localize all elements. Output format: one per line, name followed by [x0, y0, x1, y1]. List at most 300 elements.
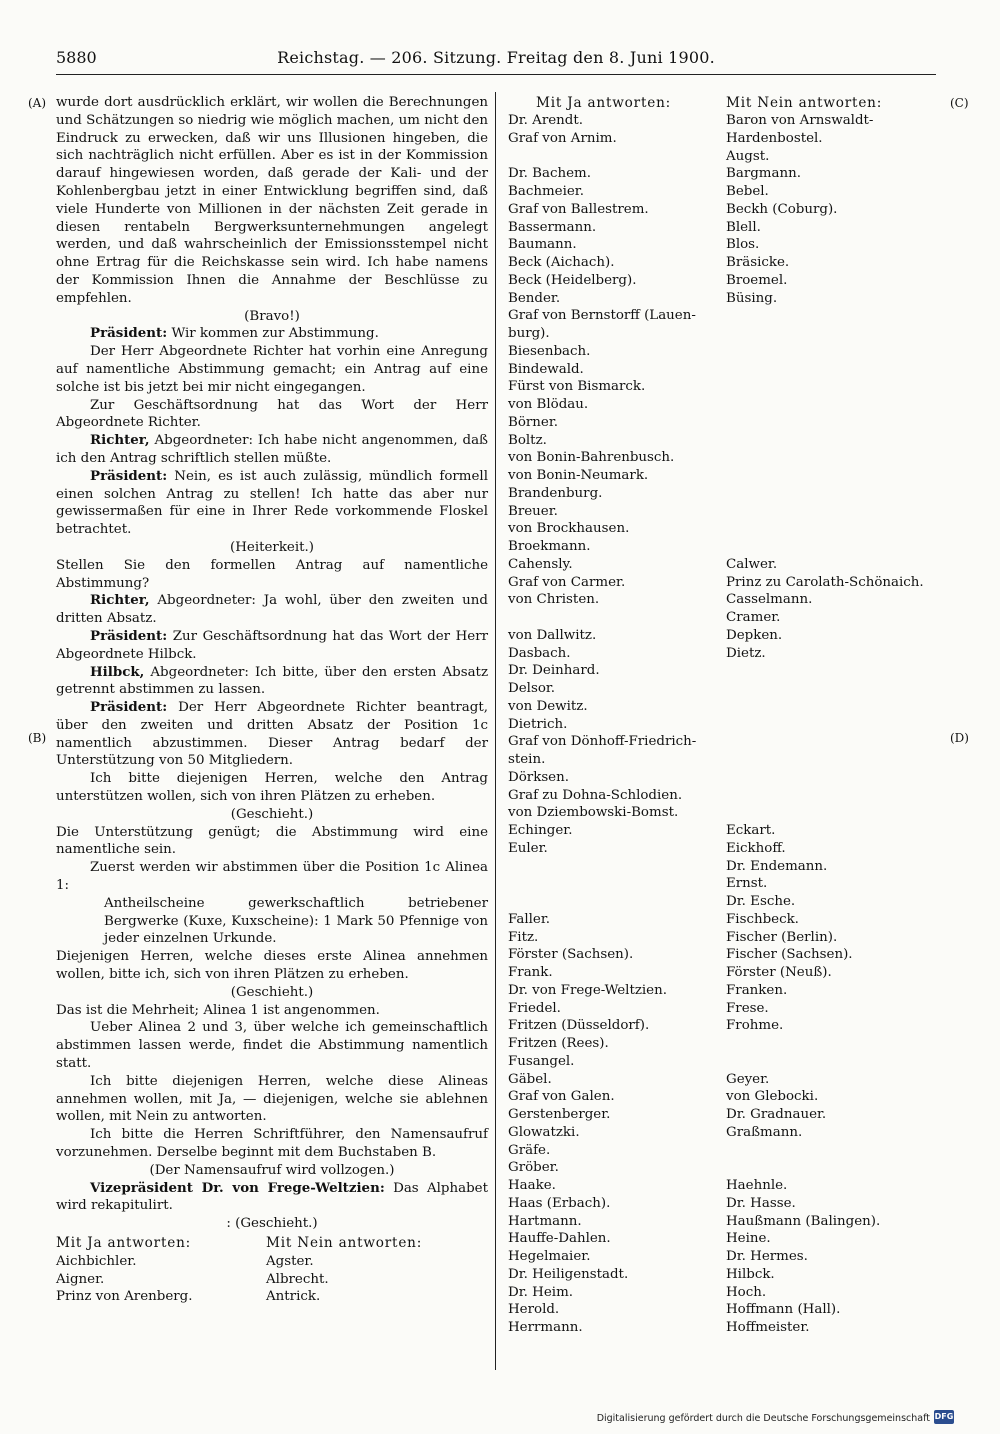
- nein-name: Dr. Hasse.: [726, 1195, 796, 1211]
- paragraph-text: Nein, es ist auch zulässig, mündlich formell einen solchen Antrag zu stellen! Ich hatte das aber nur gewissermaßen für eine in Ihrer Rede vorkommende Floskel betrachtet.: [56, 468, 488, 538]
- vote-row: [508, 1213, 940, 1231]
- nein-name: Ernst.: [726, 876, 768, 892]
- paragraph: [56, 806, 488, 824]
- ja-name: Förster (Sachsen).: [508, 947, 634, 963]
- paragraph-text: : (Geschieht.): [226, 1216, 318, 1232]
- vote-row: [508, 858, 940, 876]
- nein-name: Fischer (Berlin).: [726, 929, 838, 945]
- ja-name: von Dallwitz.: [508, 627, 597, 643]
- nein-name: [726, 414, 940, 432]
- vote-row: [508, 449, 940, 467]
- nein-name: Hilbck.: [726, 1266, 775, 1282]
- paragraph: [56, 308, 488, 326]
- nein-name: [726, 769, 940, 787]
- vote-row: [508, 609, 940, 627]
- vote-row: [508, 1248, 940, 1266]
- nein-name: Cramer.: [726, 610, 781, 625]
- vote-row: [508, 769, 940, 787]
- paragraph: [56, 895, 488, 948]
- nein-name: Baron von Arnswaldt-: [726, 113, 874, 128]
- nein-header: Mit Nein antworten:: [726, 95, 883, 111]
- nein-name: Graßmann.: [726, 1124, 803, 1140]
- vote-row: [508, 1319, 940, 1337]
- vote-row: [508, 1230, 940, 1248]
- paragraph: [56, 343, 488, 396]
- ja-name: Bindewald.: [508, 361, 584, 377]
- vote-row: [508, 1053, 940, 1071]
- paragraph: [56, 539, 488, 557]
- nein-name: [726, 1142, 940, 1160]
- ja-name: von Bonin-Bahrenbusch.: [508, 450, 675, 466]
- nein-name: Agster.: [266, 1253, 314, 1269]
- vote-row: [508, 893, 940, 911]
- ja-name: Faller.: [508, 911, 551, 927]
- vote-header: [508, 94, 940, 112]
- vote-row: [508, 503, 940, 521]
- vote-row: [508, 236, 940, 254]
- vote-row: [56, 1288, 476, 1306]
- ja-name: Breuer.: [508, 503, 558, 519]
- vote-row: [508, 254, 940, 272]
- ja-name: Herold.: [508, 1302, 560, 1318]
- nein-name: Calwer.: [726, 556, 778, 572]
- nein-name: Frese.: [726, 1000, 769, 1016]
- vote-row: [508, 1124, 940, 1142]
- paragraph: [56, 94, 488, 308]
- ja-name: Fitz.: [508, 929, 539, 945]
- vote-row: [508, 804, 940, 822]
- vote-row: [508, 485, 940, 503]
- nein-name: Hoffmeister.: [726, 1320, 810, 1335]
- vote-row: [508, 165, 940, 183]
- paragraph: [56, 432, 488, 468]
- nein-name: [726, 1159, 940, 1177]
- vote-row: [508, 1106, 940, 1124]
- ja-name: [508, 858, 726, 876]
- nein-name: [726, 733, 940, 751]
- nein-name: Dietz.: [726, 645, 766, 661]
- ja-name: Graf von Ballestrem.: [508, 201, 649, 217]
- ja-name: Fusangel.: [508, 1053, 575, 1069]
- vote-row: [508, 822, 940, 840]
- ja-name: Graf von Carmer.: [508, 574, 626, 590]
- nein-name: Broemel.: [726, 272, 788, 288]
- ja-name: Delsor.: [508, 681, 556, 696]
- debate-text: [56, 94, 488, 1233]
- vote-row: [508, 130, 940, 148]
- nein-name: Büsing.: [726, 290, 778, 306]
- speaker-name: Präsident:: [90, 467, 168, 484]
- vote-row: [508, 1142, 940, 1160]
- nein-name: [726, 343, 940, 361]
- nein-name: [726, 449, 940, 467]
- nein-name: Bargmann.: [726, 166, 801, 182]
- vote-row: [508, 361, 940, 379]
- paragraph-text: Zur Geschäftsordnung hat das Wort der Herr Abgeordnete Richter.: [56, 397, 488, 431]
- ja-name: Graf von Arnim.: [508, 130, 617, 146]
- ja-name: von Christen.: [508, 592, 600, 608]
- ja-name: Bachmeier.: [508, 184, 584, 199]
- paragraph: [56, 1002, 488, 1020]
- ja-name: Hartmann.: [508, 1213, 582, 1229]
- nein-name: [726, 804, 940, 822]
- vote-row: [508, 1301, 940, 1319]
- ja-name: Dr. Arendt.: [508, 113, 584, 128]
- speaker-name: Hilbck,: [90, 663, 145, 680]
- paragraph: [56, 948, 488, 984]
- nein-name: [726, 698, 940, 716]
- ja-name: Biesenbach.: [508, 343, 591, 359]
- ja-name: von Blödau.: [508, 397, 589, 412]
- vote-row: [508, 946, 940, 964]
- speaker-name: Richter,: [90, 432, 150, 449]
- ja-name: Dr. Heim.: [508, 1284, 574, 1300]
- nein-name: Augst.: [726, 148, 770, 164]
- nein-name: Depken.: [726, 627, 783, 643]
- nein-name: Blos.: [726, 237, 760, 253]
- speaker-name: Präsident:: [90, 699, 168, 716]
- nein-name: [726, 716, 940, 734]
- nein-name: Hoffmann (Hall).: [726, 1302, 841, 1318]
- paragraph-text: Ich bitte diejenigen Herren, welche den Antrag unterstützen wollen, sich von ihren Plätzen zu erheben.: [56, 771, 488, 805]
- paragraph-text: Zur Geschäftsordnung hat das Wort der Herr Abgeordnete Hilbck.: [56, 628, 488, 662]
- vote-row: [508, 538, 940, 556]
- paragraph: [56, 859, 488, 895]
- ja-name: Graf von Galen.: [508, 1089, 615, 1105]
- nein-name: [726, 787, 940, 805]
- vote-row: [508, 982, 940, 1000]
- running-title: Reichstag. — 206. Sitzung. Freitag den 8. Juni 1900.: [277, 48, 715, 67]
- ja-name: Brandenburg.: [508, 485, 603, 501]
- paragraph-text: (Heiterkeit.): [230, 539, 314, 555]
- vote-row: [508, 698, 940, 716]
- ja-name: Dr. Bachem.: [508, 166, 592, 182]
- nein-name: Dr. Gradnauer.: [726, 1107, 827, 1122]
- ja-name: Hegelmaier.: [508, 1249, 591, 1264]
- nein-name: Bräsicke.: [726, 255, 790, 270]
- vote-row: [508, 591, 940, 609]
- paragraph-text: Zuerst werden wir abstimmen über die Position 1c Alinea 1:: [56, 860, 488, 894]
- vote-row: [508, 325, 940, 343]
- paragraph-text: Das ist die Mehrheit; Alinea 1 ist angenommen.: [56, 1002, 380, 1018]
- ja-name: Beck (Heidelberg).: [508, 272, 637, 288]
- vote-row: [508, 964, 940, 982]
- nein-name: Haehnle.: [726, 1178, 788, 1193]
- ja-name: Graf von Dönhoff-Friedrich-: [508, 734, 697, 750]
- vote-row: [508, 680, 940, 698]
- nein-name: Albrecht.: [266, 1271, 329, 1287]
- ja-name: Aigner.: [56, 1271, 105, 1287]
- nein-name: Franken.: [726, 982, 788, 998]
- paragraph-text: Der Herr Abgeordnete Richter beantragt, über den zweiten und dritten Absatz der Position 1c namentlich abzustimmen. Dieser Antrag bedarf der Unterstützung von 50 Mitgliedern.: [56, 700, 488, 769]
- paragraph-text: Antheilscheine gewerkschaftlich betriebener Bergwerke (Kuxe, Kuxscheine): 1 Mark 50 Pfennige von jeder einzelnen Urkunde.: [104, 895, 488, 947]
- ja-name: stein.: [508, 752, 546, 767]
- nein-name: [726, 1053, 940, 1071]
- digitization-credit: Digitalisierung gefördert durch die Deutsche Forschungsgemeinschaft: [596, 1413, 930, 1424]
- ja-name: Baumann.: [508, 237, 577, 253]
- vote-list-left: [56, 1235, 476, 1306]
- paragraph: [56, 824, 488, 860]
- vote-row: [508, 148, 940, 166]
- vote-row: [508, 1195, 940, 1213]
- paragraph: [56, 1162, 488, 1180]
- nein-name: Beckh (Coburg).: [726, 201, 838, 217]
- ja-name: Dr. von Frege-Weltzien.: [508, 982, 667, 998]
- ja-name: Fritzen (Rees).: [508, 1036, 609, 1051]
- ja-name: [508, 875, 726, 893]
- ja-header: Mit Ja antworten:: [56, 1235, 192, 1251]
- vote-row: [508, 787, 940, 805]
- nein-name: [726, 361, 940, 379]
- nein-name: Blell.: [726, 219, 761, 235]
- ja-name: Friedel.: [508, 1000, 561, 1016]
- ja-name: [508, 148, 726, 166]
- paragraph-text: Diejenigen Herren, welche dieses erste Alinea annehmen wollen, bitte ich, sich von ihren Plätzen zu erheben.: [56, 949, 488, 983]
- paragraph-text: (Bravo!): [244, 308, 300, 324]
- nein-name: Fischer (Sachsen).: [726, 947, 853, 963]
- paragraph-text: Abgeordneter: Ja wohl, über den zweiten und dritten Absatz.: [56, 593, 488, 627]
- ja-name: Fürst von Bismarck.: [508, 379, 646, 395]
- page-number: 5880: [56, 48, 97, 67]
- vote-row: [508, 219, 940, 237]
- paragraph: [56, 664, 488, 700]
- vote-row: [508, 112, 940, 130]
- nein-name: [726, 396, 940, 414]
- left-column: [56, 94, 488, 1306]
- vote-row: [508, 1284, 940, 1302]
- ja-name: Gäbel.: [508, 1071, 552, 1087]
- nein-name: [726, 325, 940, 343]
- nein-name: Fischbeck.: [726, 911, 799, 927]
- margin-mark-a: (A): [28, 96, 47, 110]
- vote-row: [508, 574, 940, 592]
- nein-name: Eckart.: [726, 823, 776, 838]
- vote-row: [508, 645, 940, 663]
- nein-name: Eickhoff.: [726, 840, 786, 856]
- vote-row: [508, 1071, 940, 1089]
- paragraph-text: Ich bitte diejenigen Herren, welche diese Alineas annehmen wollen, mit Ja, — diejenigen, welche sie ablehnen wollen, mit Nein zu antworten.: [56, 1073, 488, 1125]
- paragraph-text: Ich bitte die Herren Schriftführer, den Namensaufruf vorzunehmen. Derselbe beginnt mit dem Buchstaben B.: [56, 1127, 488, 1161]
- vote-row: [508, 343, 940, 361]
- vote-row: [508, 201, 940, 219]
- paragraph: [56, 592, 488, 628]
- vote-row: [508, 662, 940, 680]
- vote-rows: [508, 112, 940, 1337]
- vote-row: [508, 1159, 940, 1177]
- ja-name: von Brockhausen.: [508, 521, 630, 537]
- vote-row: [508, 378, 940, 396]
- ja-name: Glowatzki.: [508, 1124, 580, 1140]
- nein-name: [726, 751, 940, 769]
- paragraph-text: Ueber Alinea 2 und 3, über welche ich gemeinschaftlich abstimmen lassen werde, findet die Abstimmung namentlich statt.: [56, 1020, 488, 1072]
- speaker-name: Präsident:: [90, 325, 168, 342]
- ja-name: Echinger.: [508, 823, 573, 838]
- vote-row: [508, 733, 940, 751]
- right-column: [508, 94, 940, 1337]
- column-divider: [495, 92, 497, 1370]
- ja-name: Graf von Bernstorff (Lauen-: [508, 308, 696, 324]
- ja-name: Dr. Deinhard.: [508, 663, 600, 679]
- vote-header: [56, 1235, 476, 1253]
- paragraph-text: Abgeordneter: Ich habe nicht angenommen, daß ich den Antrag schriftlich stellen müßte.: [56, 433, 488, 466]
- vote-row: [508, 1088, 940, 1106]
- vote-row: [508, 467, 940, 485]
- paragraph-text: (Geschieht.): [230, 806, 314, 822]
- vote-row: [508, 414, 940, 432]
- nein-name: Heine.: [726, 1231, 771, 1247]
- vote-row: [508, 520, 940, 538]
- nein-name: Hardenbostel.: [726, 130, 823, 146]
- vote-row: [508, 396, 940, 414]
- nein-name: [726, 378, 940, 396]
- vote-row: [508, 875, 940, 893]
- ja-name: Haake.: [508, 1178, 556, 1193]
- nein-name: [726, 680, 940, 698]
- vote-row: [508, 556, 940, 574]
- nein-name: Bebel.: [726, 184, 769, 199]
- vote-row: [508, 183, 940, 201]
- paragraph-text: Die Unterstützung genügt; die Abstimmung wird eine namentliche sein.: [56, 824, 488, 858]
- vote-row: [508, 716, 940, 734]
- paragraph-text: (Geschieht.): [230, 984, 314, 1000]
- page-header: [56, 46, 936, 75]
- nein-name: [726, 538, 940, 556]
- nein-name: von Glebocki.: [726, 1089, 819, 1105]
- ja-name: Aichbichler.: [56, 1253, 137, 1269]
- vote-row: [56, 1253, 476, 1271]
- vote-row: [508, 627, 940, 645]
- paragraph: [56, 397, 488, 433]
- ja-name: Hauffe-Dahlen.: [508, 1231, 611, 1247]
- margin-mark-c: (C): [950, 96, 969, 110]
- ja-name: Gerstenberger.: [508, 1107, 611, 1122]
- nein-name: Antrick.: [266, 1289, 321, 1305]
- vote-row: [508, 751, 940, 769]
- vote-row: [508, 272, 940, 290]
- vote-row: [508, 1035, 940, 1053]
- nein-name: Hoch.: [726, 1284, 767, 1300]
- nein-name: Prinz zu Carolath-Schönaich.: [726, 574, 924, 590]
- paragraph: [56, 984, 488, 1002]
- paragraph: [56, 699, 488, 770]
- ja-name: Dörksen.: [508, 769, 569, 785]
- ja-name: Beck (Aichach).: [508, 255, 615, 270]
- paragraph: [56, 557, 488, 593]
- nein-name: [726, 485, 940, 503]
- nein-name: Förster (Neuß).: [726, 965, 832, 980]
- ja-name: Herrmann.: [508, 1320, 583, 1335]
- ja-name: Gröber.: [508, 1160, 559, 1176]
- ja-name: Dasbach.: [508, 645, 571, 661]
- vote-row: [508, 911, 940, 929]
- nein-name: Dr. Esche.: [726, 894, 796, 909]
- paragraph-text: Der Herr Abgeordnete Richter hat vorhin eine Anregung auf namentliche Abstimmung gemacht; ein Antrag auf eine solche ist bis jetzt bei mir nicht eingegangen.: [56, 344, 488, 395]
- ja-header: Mit Ja antworten:: [536, 95, 672, 111]
- paragraph: [56, 1215, 488, 1233]
- nein-name: [726, 467, 940, 485]
- nein-name: Dr. Hermes.: [726, 1249, 808, 1264]
- paragraph: [56, 468, 488, 539]
- nein-name: [726, 520, 940, 538]
- vote-row: [508, 1177, 940, 1195]
- ja-name: Euler.: [508, 840, 548, 856]
- paragraph: [56, 628, 488, 664]
- margin-mark-d: (D): [950, 731, 969, 745]
- ja-name: Prinz von Arenberg.: [56, 1289, 193, 1305]
- nein-name: Casselmann.: [726, 592, 813, 608]
- vote-row: [508, 840, 940, 858]
- ja-name: [508, 893, 726, 911]
- ja-name: Bender.: [508, 290, 561, 306]
- dfg-logo: DFG: [934, 1410, 954, 1424]
- vote-row: [508, 290, 940, 308]
- ja-name: Dietrich.: [508, 716, 568, 732]
- speaker-name: Richter,: [90, 592, 150, 609]
- nein-name: [726, 662, 940, 680]
- speaker-name: Vizepräsident Dr. von Frege-Weltzien:: [90, 1179, 385, 1196]
- paragraph-text: Das Alphabet wird rekapitulirt.: [56, 1180, 488, 1214]
- ja-name: von Dewitz.: [508, 698, 588, 714]
- paragraph-text: Wir kommen zur Abstimmung.: [171, 326, 379, 342]
- ja-name: Fritzen (Düsseldorf).: [508, 1018, 650, 1034]
- ja-name: Broekmann.: [508, 539, 591, 554]
- ja-name: Börner.: [508, 414, 559, 430]
- ja-name: Bassermann.: [508, 219, 597, 235]
- vote-row: [508, 929, 940, 947]
- nein-name: [726, 307, 940, 325]
- paragraph-text: wurde dort ausdrücklich erklärt, wir wollen die Berechnungen und Schätzungen so niedrig wie möglich machen, um nicht den Eindruck zu erwecken, daß wir uns Illusionen hingeben, die sich nachträglich nicht erfüllen. Aber es ist in der Kommission darauf hingewiesen worden, daß gerade der Kali- und der Kohlenbergbau jetzt in einer Entwicklung begriffen sind, daß viele Hunderte von Millionen in der nächsten Zeit gerade in diesen rentabeln Bergwerksunternehmungen angelegt werden, und daß wahrscheinlich der Emissionsstempel nicht ohne Ertrag für die Reichskasse sein wird. Ich habe namens der Kommission Ihnen die Annahme der Beschlüsse zu empfehlen.: [56, 95, 488, 306]
- ja-name: [508, 609, 726, 627]
- margin-mark-b: (B): [28, 731, 47, 745]
- vote-row: [508, 1000, 940, 1018]
- nein-name: [726, 503, 940, 521]
- vote-row: [508, 432, 940, 450]
- speaker-name: Präsident:: [90, 627, 168, 644]
- paragraph: [56, 1073, 488, 1126]
- nein-header: Mit Nein antworten:: [266, 1235, 423, 1251]
- nein-name: Haußmann (Balingen).: [726, 1213, 881, 1229]
- ja-name: Gräfe.: [508, 1142, 551, 1158]
- nein-name: Dr. Endemann.: [726, 858, 828, 874]
- vote-row: [56, 1271, 476, 1289]
- vote-row: [508, 1266, 940, 1284]
- ja-name: Dr. Heiligenstadt.: [508, 1266, 629, 1282]
- ja-name: von Bonin-Neumark.: [508, 468, 649, 483]
- nein-name: Geyer.: [726, 1071, 770, 1087]
- vote-rows: [56, 1253, 476, 1306]
- vote-row: [508, 1017, 940, 1035]
- paragraph-text: Abgeordneter: Ich bitte, über den ersten Absatz getrennt abstimmen zu lassen.: [56, 664, 488, 698]
- paragraph: [56, 770, 488, 806]
- vote-row: [508, 307, 940, 325]
- ja-name: burg).: [508, 326, 550, 341]
- nein-name: [726, 432, 940, 450]
- paragraph-text: Stellen Sie den formellen Antrag auf namentliche Abstimmung?: [56, 557, 488, 591]
- ja-name: Boltz.: [508, 432, 547, 448]
- ja-name: Haas (Erbach).: [508, 1195, 611, 1211]
- paragraph: [56, 1019, 488, 1072]
- paragraph-text: (Der Namensaufruf wird vollzogen.): [149, 1162, 395, 1178]
- ja-name: Cahensly.: [508, 556, 573, 572]
- paragraph: [56, 325, 488, 343]
- paragraph: [56, 1180, 488, 1216]
- nein-name: Frohme.: [726, 1018, 784, 1034]
- ja-name: Graf zu Dohna-Schlodien.: [508, 787, 683, 803]
- ja-name: von Dziembowski-Bomst.: [508, 805, 679, 821]
- ja-name: Frank.: [508, 965, 553, 980]
- paragraph: [56, 1126, 488, 1162]
- nein-name: [726, 1035, 940, 1053]
